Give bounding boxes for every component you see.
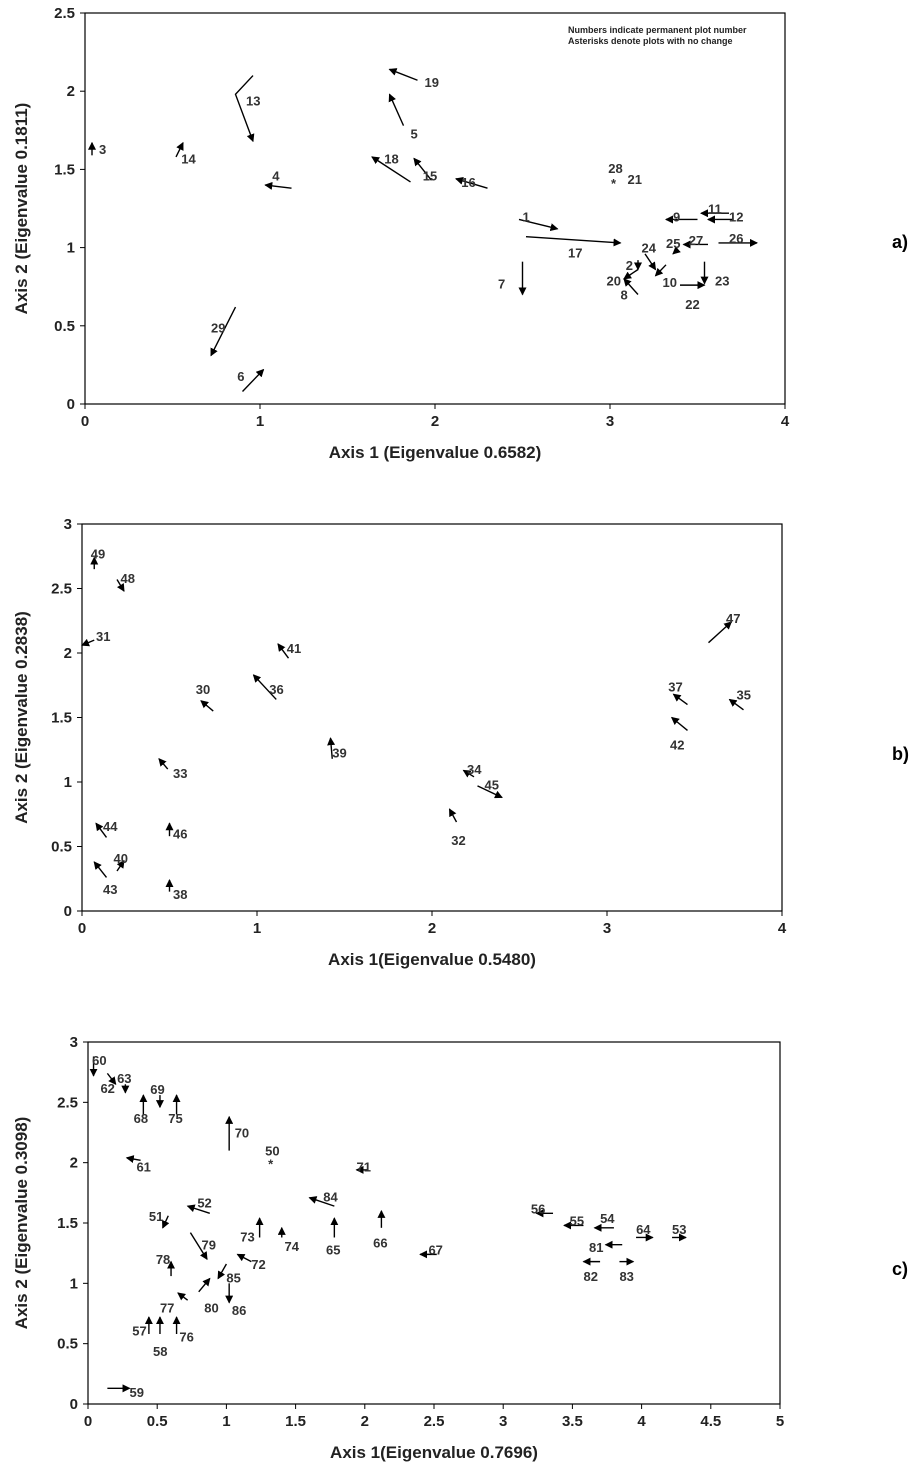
plot-number-label: 80: [204, 1300, 219, 1316]
y-tick-label: 1: [63, 774, 72, 791]
x-tick-label: 4: [780, 413, 790, 430]
plot-vector-77: [178, 1293, 188, 1300]
plot-number-label: 26: [729, 231, 744, 247]
y-tick-label: 0.5: [57, 1335, 78, 1353]
plot-number-label: 30: [195, 682, 211, 698]
plot-number-label: 41: [286, 640, 302, 656]
plot-number-label: 69: [150, 1082, 165, 1098]
y-axis-title: Axis 2 (Eigenvalue 0.1811): [12, 102, 31, 315]
plot-number-label: 24: [641, 240, 656, 256]
x-tick-label: 3: [499, 1413, 508, 1430]
x-tick-label: 4: [777, 920, 787, 937]
x-tick-label: 4.5: [700, 1413, 722, 1430]
plot-number-label: 60: [92, 1053, 107, 1069]
panel-letter: b): [892, 744, 909, 764]
plot-number-label: 44: [103, 818, 118, 834]
y-tick-label: 2: [69, 1154, 78, 1172]
x-tick-label: 1: [255, 413, 265, 430]
x-tick-label: 0.5: [146, 1413, 168, 1430]
x-tick-label: 2: [430, 413, 440, 430]
y-axis-title: Axis 2 (Eigenvalue 0.2838): [12, 611, 31, 824]
plot-number-label: 42: [670, 737, 685, 753]
plot-number-label: 59: [129, 1384, 144, 1400]
x-axis-title: Axis 1(Eigenvalue 0.5480): [328, 950, 536, 969]
panel-1: [12, 5, 908, 462]
plot-vector-25: [673, 251, 677, 254]
x-tick-label: 5: [775, 1413, 785, 1430]
plot-number-label: 78: [155, 1252, 171, 1268]
y-tick-label: 3: [69, 1034, 78, 1051]
plot-number-label: 5: [410, 126, 418, 142]
plot-vector-30: [201, 701, 213, 711]
x-tick-label: 2.5: [423, 1413, 445, 1430]
y-tick-label: 1.5: [57, 1215, 78, 1232]
plot-number-label: 36: [269, 682, 284, 698]
plot-number-label: 61: [136, 1159, 151, 1175]
plot-number-label: 79: [201, 1237, 216, 1253]
plot-number-label: 47: [726, 611, 741, 627]
plot-number-label: 52: [197, 1195, 212, 1211]
x-tick-label: 0: [80, 413, 90, 430]
plot-number-label: 21: [627, 171, 642, 187]
plot-number-label: 72: [251, 1257, 266, 1273]
plot-vector-4: [265, 185, 291, 188]
plot-number-label: 22: [685, 296, 700, 312]
y-tick-label: 3: [63, 516, 72, 533]
x-tick-label: 4: [637, 1413, 646, 1430]
plot-number-label: 51: [148, 1208, 164, 1224]
plot-vector-37: [674, 694, 688, 704]
x-tick-label: 3.5: [561, 1413, 583, 1430]
no-change-asterisk: *: [610, 175, 617, 191]
plot-number-label: 37: [668, 679, 683, 695]
x-tick-label: 1: [252, 920, 262, 937]
plot-number-label: 71: [356, 1159, 371, 1175]
plot-number-label: 77: [159, 1300, 175, 1316]
plot-number-label: 40: [113, 851, 128, 867]
y-tick-label: 2.5: [51, 580, 72, 598]
plot-number-label: 73: [240, 1229, 255, 1245]
plot-vector-51: [163, 1216, 169, 1228]
plot-vector-72: [237, 1254, 251, 1261]
plot-number-label: 13: [246, 93, 261, 109]
panel-letter: a): [892, 232, 909, 252]
y-tick-label: 0.5: [54, 317, 75, 335]
plot-number-label: 28: [608, 160, 623, 176]
plot-number-label: 29: [211, 320, 226, 336]
plot-vector-31: [82, 640, 94, 645]
plot-number-label: 27: [688, 232, 704, 248]
y-tick-label: 2: [66, 83, 75, 101]
plot-number-label: 19: [424, 74, 439, 90]
plot-number-label: 45: [484, 777, 499, 793]
plot-number-label: 23: [715, 273, 730, 289]
plot-number-label: 6: [237, 368, 245, 384]
plot-number-label: 74: [284, 1238, 299, 1254]
plot-number-label: 32: [451, 833, 466, 849]
plot-number-label: 7: [498, 276, 506, 292]
plot-number-label: 2: [625, 257, 633, 273]
plot-number-label: 83: [619, 1269, 634, 1285]
plot-number-label: 17: [568, 245, 583, 261]
plot-number-label: 63: [117, 1071, 132, 1087]
plot-number-label: 16: [461, 174, 476, 190]
plot-number-label: 82: [583, 1269, 598, 1285]
plot-number-label: 34: [467, 762, 482, 778]
y-tick-label: 0: [66, 396, 75, 413]
plot-number-label: 54: [600, 1211, 615, 1227]
plot-number-label: 18: [384, 151, 399, 167]
no-change-asterisk: *: [268, 1156, 274, 1172]
x-tick-label: 2: [360, 1413, 369, 1430]
plot-vector-42: [672, 718, 688, 731]
panel-2: [12, 516, 909, 969]
x-axis-title: Axis 1 (Eigenvalue 0.6582): [328, 443, 542, 462]
x-axis-title: Axis 1(Eigenvalue 0.7696): [330, 1443, 538, 1462]
y-tick-label: 2: [63, 645, 72, 662]
plot-number-label: 8: [620, 287, 628, 303]
plot-number-label: 49: [90, 546, 106, 562]
plot-number-label: 65: [326, 1242, 341, 1258]
plot-number-label: 62: [100, 1080, 115, 1096]
plot-number-label: 81: [589, 1240, 604, 1256]
x-tick-label: 1: [222, 1413, 231, 1430]
plot-number-label: 75: [168, 1111, 183, 1127]
plot-number-label: 46: [173, 826, 188, 842]
plot-vector-6: [243, 370, 264, 392]
plot-vector-5: [390, 94, 404, 125]
plot-number-label: 1: [522, 209, 530, 225]
plot-number-label: 33: [173, 765, 188, 781]
plot-number-label: 9: [673, 209, 681, 225]
y-tick-label: 2.5: [54, 5, 75, 22]
plot-number-label: 66: [373, 1235, 388, 1251]
plot-vector-32: [450, 809, 457, 822]
plot-number-label: 20: [606, 273, 621, 289]
plot-number-label: 84: [323, 1189, 338, 1205]
plot-number-label: 31: [96, 629, 111, 645]
plot-number-label: 64: [636, 1222, 651, 1238]
x-tick-label: 0: [83, 1413, 93, 1430]
y-tick-label: 1: [66, 239, 75, 257]
y-tick-label: 1.5: [51, 709, 72, 727]
y-axis-title: Axis 2 (Eigenvalue 0.3098): [12, 1116, 31, 1330]
x-tick-label: 3: [602, 920, 612, 937]
plot-number-label: 14: [181, 151, 196, 167]
plot-vector-24: [645, 254, 656, 270]
y-tick-label: 0: [63, 903, 72, 920]
plot-number-label: 85: [226, 1270, 241, 1286]
panel-letter: c): [892, 1259, 909, 1279]
y-tick-label: 1: [69, 1275, 78, 1293]
plot-number-label: 55: [569, 1213, 585, 1229]
x-tick-label: 0: [77, 920, 87, 937]
plot-number-label: 68: [133, 1111, 149, 1127]
plot-frame: [82, 524, 782, 911]
plot-vector-19: [390, 69, 418, 80]
y-tick-label: 0.5: [51, 838, 72, 856]
plot-number-label: 53: [672, 1222, 687, 1238]
plot-vector-43: [94, 862, 106, 877]
plot-number-label: 25: [666, 235, 681, 251]
annotation-note: Asterisks denote plots with no change: [568, 36, 733, 46]
plot-number-label: 43: [103, 882, 118, 898]
plot-number-label: 35: [736, 687, 751, 703]
plot-number-label: 67: [428, 1242, 443, 1258]
x-tick-label: 2: [427, 920, 437, 937]
x-tick-label: 1.5: [285, 1413, 307, 1430]
x-tick-label: 3: [605, 413, 615, 430]
plot-number-label: 4: [272, 168, 280, 184]
plot-number-label: 57: [132, 1323, 147, 1339]
annotation-note: Numbers indicate permanent plot number: [568, 25, 747, 35]
panel-3: [12, 1034, 908, 1462]
plot-number-label: 48: [120, 571, 135, 587]
plot-number-label: 86: [231, 1302, 247, 1318]
plot-number-label: 15: [422, 168, 438, 184]
plot-number-label: 3: [99, 142, 107, 158]
plot-number-label: 12: [729, 209, 744, 225]
plot-number-label: 38: [173, 887, 188, 903]
plot-number-label: 50: [265, 1143, 280, 1159]
plot-number-label: 56: [530, 1201, 546, 1217]
plot-number-label: 70: [234, 1125, 250, 1141]
plot-vector-17: [526, 237, 621, 243]
plot-number-label: 39: [332, 745, 347, 761]
plot-number-label: 76: [179, 1329, 194, 1345]
y-tick-label: 2.5: [57, 1094, 78, 1112]
plot-number-label: 11: [708, 201, 722, 217]
plot-vector-80: [199, 1279, 210, 1292]
plot-vector-85: [218, 1264, 226, 1278]
y-tick-label: 0: [69, 1396, 78, 1413]
plot-number-label: 10: [662, 275, 677, 291]
plot-vector-33: [159, 759, 168, 769]
plot-number-label: 58: [153, 1343, 168, 1359]
y-tick-label: 1.5: [54, 161, 75, 179]
